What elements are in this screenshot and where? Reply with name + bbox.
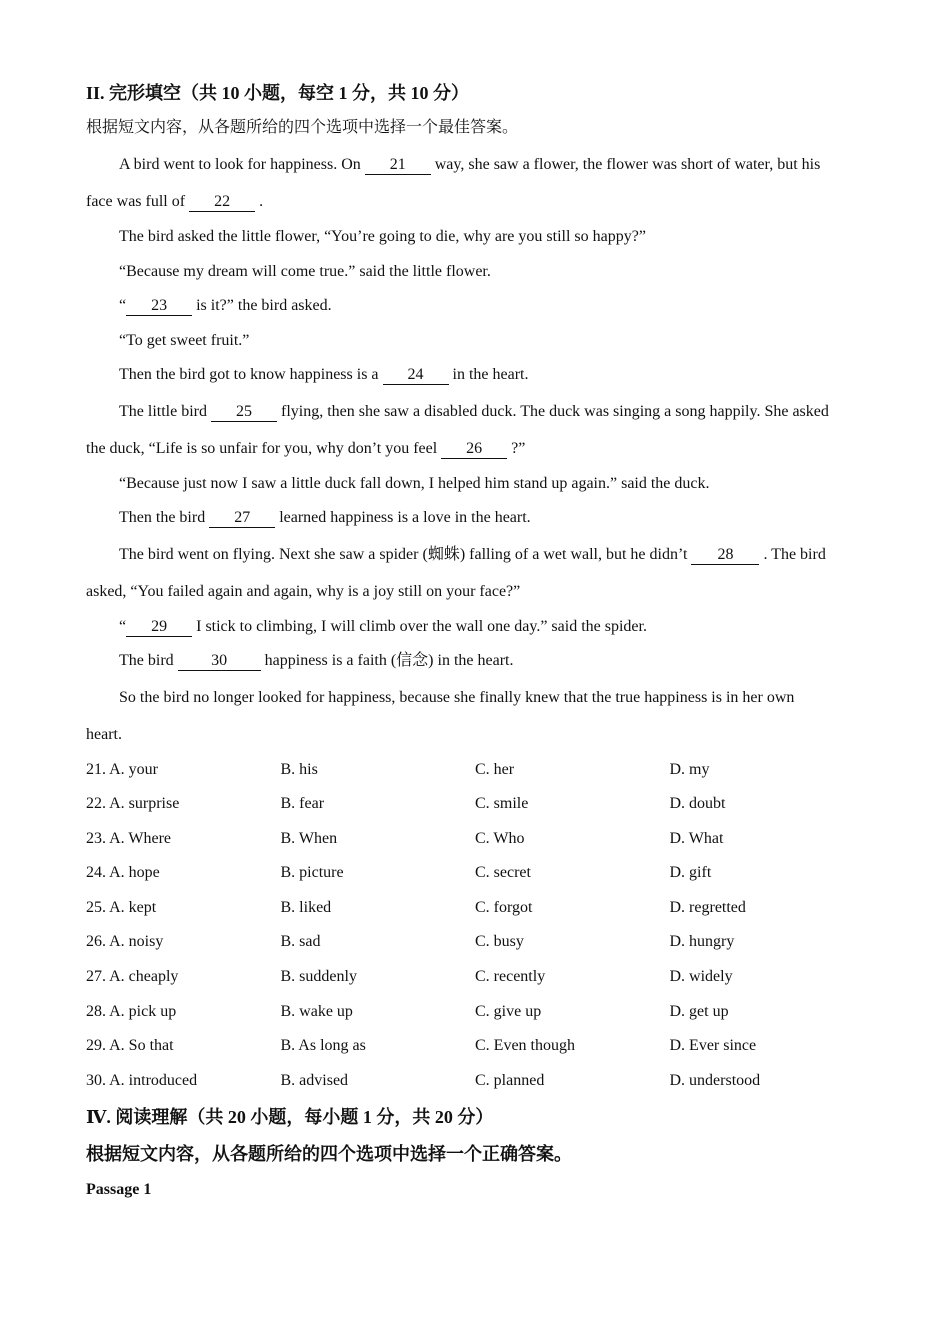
- passage-line: “ 23 is it?” the bird asked.: [119, 297, 332, 314]
- option-b: B. his: [280, 760, 318, 778]
- blank-27: 27: [209, 509, 275, 528]
- option-b: B. advised: [280, 1071, 349, 1089]
- option-row-23: [86, 822, 866, 857]
- option-row-29: [86, 1029, 866, 1064]
- option-row-27: [86, 960, 866, 995]
- option-b: B. wake up: [280, 1002, 353, 1020]
- option-c: C. her: [475, 760, 515, 778]
- option-b: B. picture: [280, 864, 344, 882]
- section-heading-cloze: II. 完形填空（共 10 小题，每空 1 分，共 10 分）: [86, 83, 470, 103]
- option-c: C. smile: [475, 795, 529, 813]
- passage-line: “Because just now I saw a little duck fall down, I helped him stand up again.” said the duck.: [119, 474, 710, 492]
- option-a: 27. A. cheaply: [86, 968, 179, 986]
- option-b: B. As long as: [280, 1037, 366, 1055]
- exam-page: [86, 76, 866, 1208]
- option-d: D. regretted: [669, 898, 746, 916]
- passage-line: A bird went to look for happiness. On 21 way, she saw a flower, the flower was short of water, but his: [119, 156, 821, 173]
- option-row-21: [86, 753, 866, 788]
- options-table: [86, 753, 866, 1099]
- blank-21: 21: [365, 156, 431, 175]
- option-c: C. Even though: [475, 1037, 575, 1055]
- option-d: D. my: [669, 760, 710, 778]
- option-a: 29. A. So that: [86, 1037, 174, 1055]
- option-b: B. When: [280, 829, 338, 847]
- blank-24: 24: [383, 366, 449, 385]
- option-row-24: [86, 856, 866, 891]
- option-d: D. gift: [669, 864, 712, 882]
- passage-line: Then the bird got to know happiness is a 24 in the heart.: [119, 366, 529, 383]
- option-c: C. busy: [475, 933, 524, 951]
- passage-line: “Because my dream will come true.” said the little flower.: [119, 262, 491, 280]
- section-instruction-cloze: 根据短文内容，从各题所给的四个选项中选择一个最佳答案。: [86, 119, 519, 136]
- option-d: D. understood: [669, 1071, 761, 1089]
- blank-28: 28: [691, 546, 759, 565]
- option-row-22: [86, 787, 866, 822]
- passage-line: The little bird 25 flying, then she saw a disabled duck. The duck was singing a song happily. She asked: [119, 402, 829, 420]
- option-d: D. doubt: [669, 795, 726, 813]
- passage-line: heart.: [86, 725, 122, 743]
- passage-line: The bird asked the little flower, “You’re going to die, why are you still so happy?”: [119, 228, 646, 245]
- option-c: C. Who: [475, 829, 525, 847]
- option-b: B. sad: [280, 933, 321, 951]
- option-b: B. fear: [280, 795, 325, 813]
- option-c: C. secret: [475, 864, 531, 882]
- passage-line: Then the bird 27 learned happiness is a love in the heart.: [119, 509, 531, 526]
- section-heading-reading: Ⅳ. 阅读理解（共 20 小题，每小题 1 分，共 20 分）: [86, 1107, 494, 1128]
- option-row-28: [86, 995, 866, 1030]
- blank-23: 23: [126, 297, 192, 316]
- option-a: 30. A. introduced: [86, 1071, 198, 1089]
- blank-22: 22: [189, 193, 255, 212]
- option-c: C. give up: [475, 1002, 542, 1020]
- option-a: 28. A. pick up: [86, 1002, 177, 1020]
- option-d: D. widely: [669, 968, 733, 986]
- option-row-26: [86, 925, 866, 960]
- blank-26: 26: [441, 440, 507, 459]
- option-a: 21. A. your: [86, 760, 158, 778]
- option-b: B. liked: [280, 898, 332, 916]
- option-row-30: [86, 1064, 866, 1099]
- option-a: 25. A. kept: [86, 898, 157, 916]
- option-a: 23. A. Where: [86, 829, 172, 847]
- option-d: D. get up: [669, 1002, 729, 1020]
- passage-line: The bird went on flying. Next she saw a spider (蜘蛛) falling of a wet wall, but he didn’t 28 . The bird: [119, 545, 826, 563]
- option-a: 24. A. hope: [86, 864, 160, 882]
- option-row-25: [86, 891, 866, 926]
- blank-29: 29: [126, 618, 192, 637]
- option-d: D. Ever since: [669, 1037, 757, 1055]
- option-b: B. suddenly: [280, 968, 357, 986]
- option-c: C. forgot: [475, 898, 533, 916]
- passage-line: face was full of 22 .: [86, 193, 264, 210]
- passage-line: asked, “You failed again and again, why is a joy still on your face?”: [86, 582, 521, 600]
- passage-line: The bird 30 happiness is a faith (信念) in the heart.: [119, 652, 514, 669]
- option-c: C. planned: [475, 1071, 545, 1089]
- passage-line: So the bird no longer looked for happiness, because she finally knew that the true happiness is in her own: [119, 688, 795, 706]
- option-a: 26. A. noisy: [86, 933, 164, 951]
- section-instruction-reading: 根据短文内容，从各题所给的四个选项中选择一个正确答案。: [86, 1144, 572, 1165]
- blank-30: 30: [178, 652, 261, 671]
- option-d: D. hungry: [669, 933, 735, 951]
- option-d: D. What: [669, 829, 724, 847]
- option-a: 22. A. surprise: [86, 795, 180, 813]
- blank-25: 25: [211, 403, 277, 422]
- passage-label: Passage 1: [86, 1181, 152, 1199]
- passage-line: “ 29 I stick to climbing, I will climb over the wall one day.” said the spider.: [119, 617, 647, 635]
- passage-line: “To get sweet fruit.”: [119, 331, 250, 349]
- option-c: C. recently: [475, 968, 546, 986]
- passage-line: the duck, “Life is so unfair for you, why don’t you feel 26 ?”: [86, 439, 526, 457]
